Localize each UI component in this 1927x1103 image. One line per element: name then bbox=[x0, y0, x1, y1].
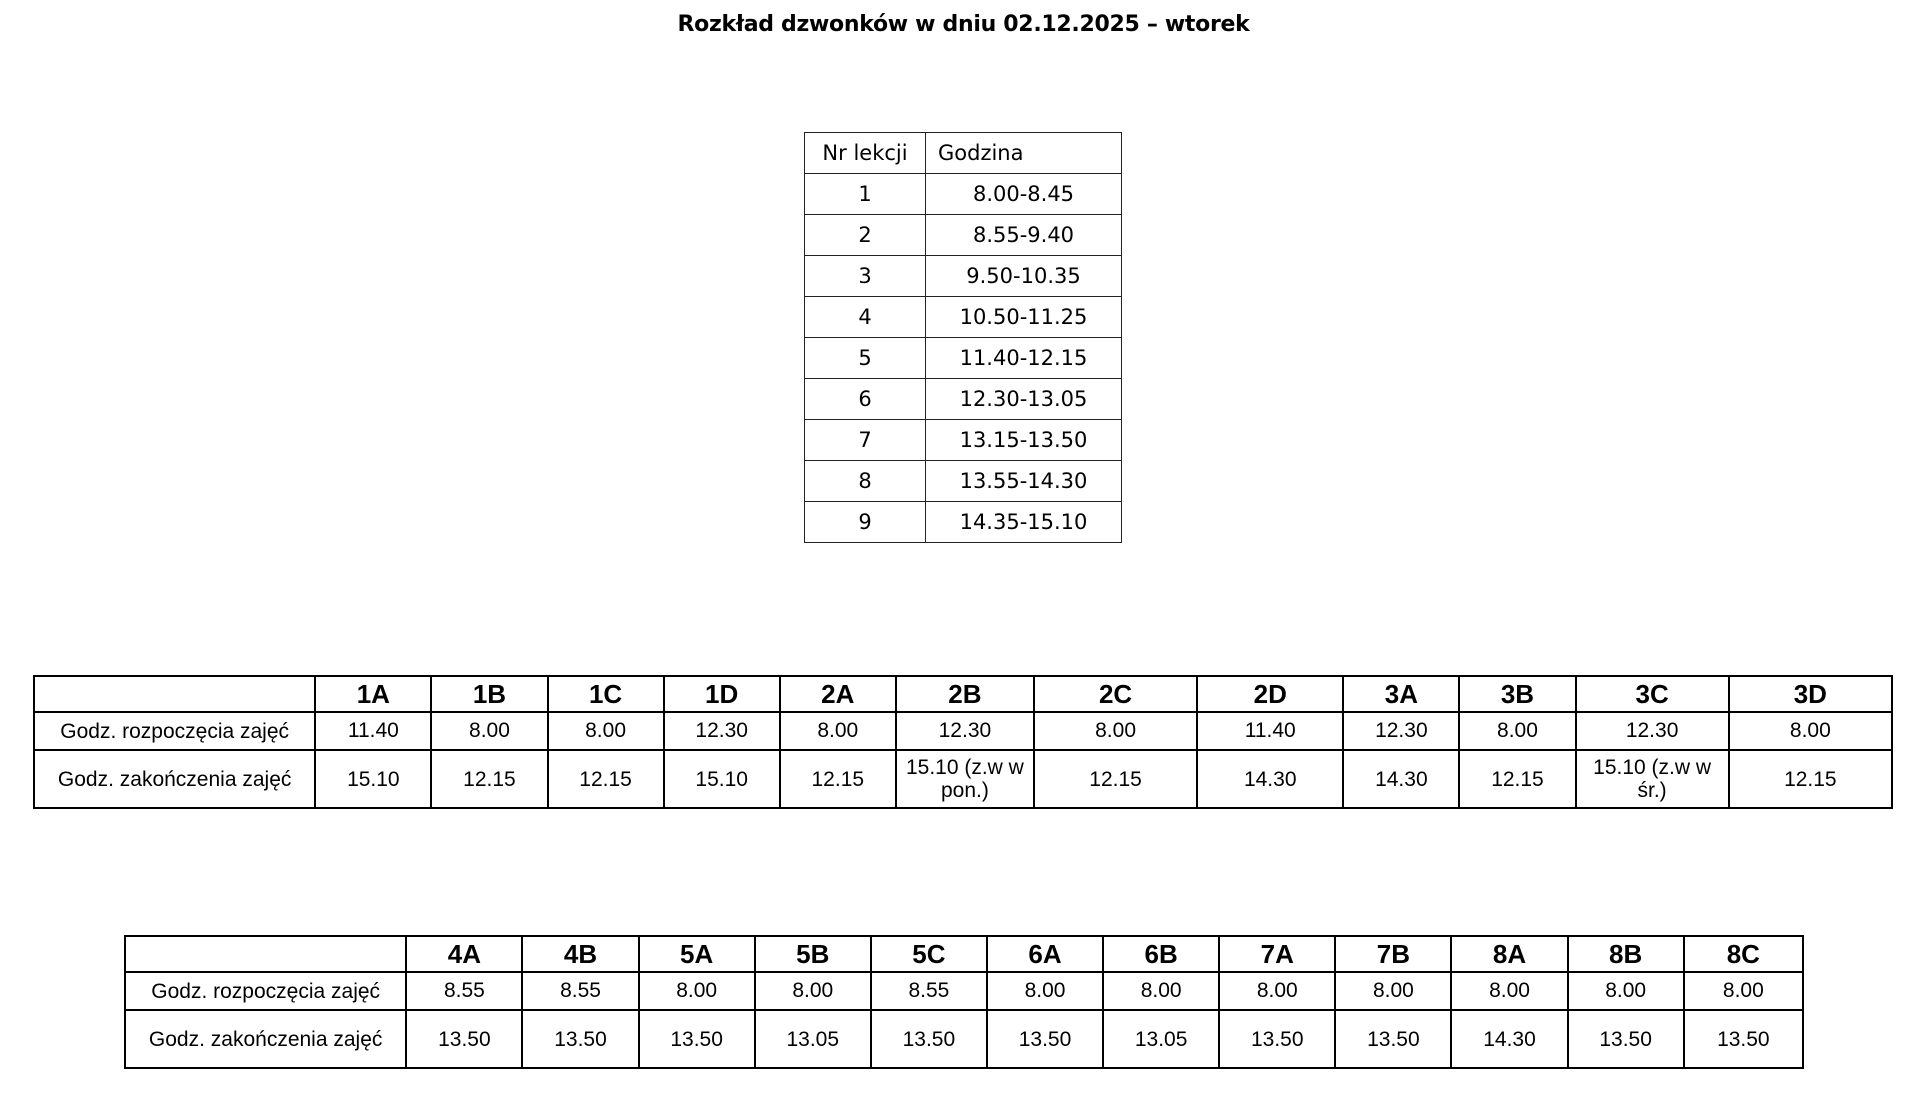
class-end-time-cell: 13.50 bbox=[1219, 1010, 1335, 1068]
empty-corner-cell bbox=[125, 936, 406, 972]
bell-schedule-row bbox=[805, 502, 1122, 543]
class-start-time-cell: 8.00 bbox=[1451, 972, 1567, 1010]
start-time-row bbox=[125, 972, 1803, 1010]
class-names-row bbox=[34, 676, 1892, 712]
class-end-time-cell: 12.15 bbox=[1034, 750, 1197, 808]
class-start-time-cell: 8.00 bbox=[1219, 972, 1335, 1010]
class-end-time-cell: 13.05 bbox=[1103, 1010, 1219, 1068]
class-start-time-cell: 11.40 bbox=[315, 712, 431, 750]
lesson-number-cell: 6 bbox=[805, 379, 926, 420]
header-time: Godzina bbox=[926, 133, 1122, 174]
lesson-time-cell: 12.30-13.05 bbox=[926, 379, 1122, 420]
class-name-cell: 3B bbox=[1459, 676, 1575, 712]
lesson-number-cell: 7 bbox=[805, 420, 926, 461]
class-name-cell: 5C bbox=[871, 936, 987, 972]
lesson-number-cell: 3 bbox=[805, 256, 926, 297]
class-start-time-cell: 8.00 bbox=[639, 972, 755, 1010]
class-name-cell: 6B bbox=[1103, 936, 1219, 972]
end-time-row bbox=[34, 750, 1892, 808]
class-start-time-cell: 8.00 bbox=[431, 712, 547, 750]
class-start-time-cell: 8.00 bbox=[1103, 972, 1219, 1010]
class-end-time-cell: 14.30 bbox=[1197, 750, 1343, 808]
class-name-cell: 4B bbox=[522, 936, 638, 972]
class-start-time-cell: 8.00 bbox=[987, 972, 1103, 1010]
end-time-label: Godz. zakończenia zajęć bbox=[34, 750, 315, 808]
class-start-time-cell: 8.00 bbox=[1568, 972, 1684, 1010]
end-time-label: Godz. zakończenia zajęć bbox=[125, 1010, 406, 1068]
end-time-row bbox=[125, 1010, 1803, 1068]
class-end-time-cell: 12.15 bbox=[548, 750, 664, 808]
class-end-time-cell: 13.50 bbox=[871, 1010, 987, 1068]
class-name-cell: 5A bbox=[639, 936, 755, 972]
class-start-time-cell: 8.00 bbox=[1459, 712, 1575, 750]
class-start-time-cell: 12.30 bbox=[896, 712, 1034, 750]
bell-schedule-row bbox=[805, 461, 1122, 502]
class-end-time-cell: 12.15 bbox=[780, 750, 896, 808]
bell-schedule-row bbox=[805, 256, 1122, 297]
class-name-cell: 6A bbox=[987, 936, 1103, 972]
class-end-time-cell: 13.50 bbox=[406, 1010, 522, 1068]
class-start-time-cell: 8.00 bbox=[548, 712, 664, 750]
class-name-cell: 2D bbox=[1197, 676, 1343, 712]
lesson-time-cell: 11.40-12.15 bbox=[926, 338, 1122, 379]
lesson-number-cell: 5 bbox=[805, 338, 926, 379]
bell-schedule-header-row bbox=[805, 133, 1122, 174]
class-start-time-cell: 8.55 bbox=[522, 972, 638, 1010]
class-name-cell: 1B bbox=[431, 676, 547, 712]
start-time-label: Godz. rozpoczęcia zajęć bbox=[125, 972, 406, 1010]
class-start-time-cell: 12.30 bbox=[1576, 712, 1729, 750]
class-start-time-cell: 11.40 bbox=[1197, 712, 1343, 750]
class-names-row bbox=[125, 936, 1803, 972]
lesson-number-cell: 9 bbox=[805, 502, 926, 543]
class-end-time-cell: 14.30 bbox=[1343, 750, 1459, 808]
class-name-cell: 7A bbox=[1219, 936, 1335, 972]
lesson-number-cell: 8 bbox=[805, 461, 926, 502]
class-end-time-cell: 13.50 bbox=[1684, 1010, 1803, 1068]
empty-corner-cell bbox=[34, 676, 315, 712]
class-name-cell: 5B bbox=[755, 936, 871, 972]
lesson-time-cell: 9.50-10.35 bbox=[926, 256, 1122, 297]
class-end-time-cell: 13.50 bbox=[1568, 1010, 1684, 1068]
class-start-time-cell: 8.00 bbox=[1684, 972, 1803, 1010]
bell-schedule-row bbox=[805, 379, 1122, 420]
class-name-cell: 1D bbox=[664, 676, 780, 712]
class-name-cell: 1A bbox=[315, 676, 431, 712]
class-name-cell: 2C bbox=[1034, 676, 1197, 712]
bell-schedule-row bbox=[805, 297, 1122, 338]
class-start-time-cell: 8.00 bbox=[1034, 712, 1197, 750]
class-end-time-cell: 14.30 bbox=[1451, 1010, 1567, 1068]
class-end-time-cell: 13.50 bbox=[987, 1010, 1103, 1068]
bell-schedule-row bbox=[805, 420, 1122, 461]
start-time-row bbox=[34, 712, 1892, 750]
class-hours-table-2 bbox=[124, 935, 1804, 1069]
class-end-time-cell: 15.10 bbox=[664, 750, 780, 808]
class-hours-table-1 bbox=[33, 675, 1893, 809]
class-name-cell: 8A bbox=[1451, 936, 1567, 972]
class-name-cell: 3C bbox=[1576, 676, 1729, 712]
class-start-time-cell: 8.00 bbox=[780, 712, 896, 750]
class-name-cell: 7B bbox=[1335, 936, 1451, 972]
lesson-time-cell: 13.55-14.30 bbox=[926, 461, 1122, 502]
class-end-time-cell: 15.10 (z.w w pon.) bbox=[896, 750, 1034, 808]
lesson-time-cell: 8.55-9.40 bbox=[926, 215, 1122, 256]
lesson-number-cell: 4 bbox=[805, 297, 926, 338]
class-name-cell: 8B bbox=[1568, 936, 1684, 972]
class-name-cell: 2A bbox=[780, 676, 896, 712]
class-end-time-cell: 13.50 bbox=[522, 1010, 638, 1068]
class-end-time-cell: 13.05 bbox=[755, 1010, 871, 1068]
header-lesson-number: Nr lekcji bbox=[805, 133, 926, 174]
lesson-number-cell: 1 bbox=[805, 174, 926, 215]
class-end-time-cell: 13.50 bbox=[639, 1010, 755, 1068]
class-end-time-cell: 12.15 bbox=[431, 750, 547, 808]
class-name-cell: 8C bbox=[1684, 936, 1803, 972]
start-time-label: Godz. rozpoczęcia zajęć bbox=[34, 712, 315, 750]
class-start-time-cell: 8.00 bbox=[755, 972, 871, 1010]
lesson-time-cell: 8.00-8.45 bbox=[926, 174, 1122, 215]
class-start-time-cell: 12.30 bbox=[664, 712, 780, 750]
bell-schedule-row bbox=[805, 338, 1122, 379]
class-start-time-cell: 8.55 bbox=[871, 972, 987, 1010]
bell-schedule-row bbox=[805, 215, 1122, 256]
class-end-time-cell: 15.10 (z.w w śr.) bbox=[1576, 750, 1729, 808]
class-name-cell: 1C bbox=[548, 676, 664, 712]
lesson-time-cell: 10.50-11.25 bbox=[926, 297, 1122, 338]
class-start-time-cell: 8.00 bbox=[1335, 972, 1451, 1010]
class-start-time-cell: 8.55 bbox=[406, 972, 522, 1010]
lesson-number-cell: 2 bbox=[805, 215, 926, 256]
class-start-time-cell: 8.00 bbox=[1729, 712, 1892, 750]
class-end-time-cell: 15.10 bbox=[315, 750, 431, 808]
bell-schedule-row bbox=[805, 174, 1122, 215]
class-name-cell: 2B bbox=[896, 676, 1034, 712]
class-end-time-cell: 12.15 bbox=[1459, 750, 1575, 808]
class-name-cell: 3A bbox=[1343, 676, 1459, 712]
class-end-time-cell: 12.15 bbox=[1729, 750, 1892, 808]
class-name-cell: 4A bbox=[406, 936, 522, 972]
class-name-cell: 3D bbox=[1729, 676, 1892, 712]
lesson-time-cell: 14.35-15.10 bbox=[926, 502, 1122, 543]
lesson-time-cell: 13.15-13.50 bbox=[926, 420, 1122, 461]
class-end-time-cell: 13.50 bbox=[1335, 1010, 1451, 1068]
bell-schedule-table bbox=[804, 132, 1122, 543]
class-start-time-cell: 12.30 bbox=[1343, 712, 1459, 750]
page-title: Rozkład dzwonków w dniu 02.12.2025 – wtorek bbox=[677, 12, 1250, 37]
